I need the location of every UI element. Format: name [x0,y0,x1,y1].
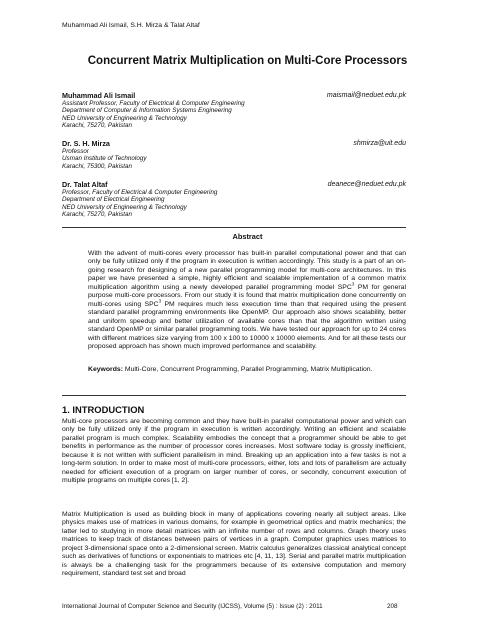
author-name: Dr. S. H. Mirza [62,139,110,148]
keywords-label: Keywords: [88,366,123,373]
running-header: Muhammad Ali Ismail, S.H. Mirza & Talat Altaf [62,22,200,29]
keywords [88,366,406,374]
author-email[interactable]: maismail@neduet.edu.pk [326,92,406,99]
author-affiliation: Karachi, 75270, Pakistan [62,122,133,130]
author-affiliation: Professor, Faculty of Electrical & Computer Engineering [62,188,218,196]
author-block-2 [62,140,406,170]
keywords-list: Multi-Core, Concurrent Programming, Parallel Programming, Matrix Multiplication. [123,366,373,373]
author-affiliation: Department of Computer & Information Systems Engineering [62,107,232,115]
author-affiliation: Professor [62,147,89,155]
author-email[interactable]: shmirza@uit.edu [353,140,406,147]
abstract-part-2: PM for general purpose multi-core processors. From our study it is found that matrix multiplication done concurrently on multi-cores using SPC [88,283,406,308]
superscript: 3 [351,281,355,287]
divider [62,395,406,396]
author-affiliation: Karachi, 75300, Pakistan [62,162,133,170]
author-block-3 [62,181,406,219]
author-name: Muhammad Ali Ismail [62,91,136,100]
superscript: 3 [158,298,162,304]
author-affiliation: Karachi, 75270, Pakistan [62,211,133,219]
divider [62,227,406,228]
section-paragraph: Multi-core processors are becoming common and they have built-in parallel computational power and which can only be fully utilized only if the program in execution is written accordingly. Writing an efficient and scalable parallel program is much complex. Scalability embodies the concept that a programmer should be able to get benefits in performance as the number of processor cores increases. Most software today is grossly inefficient, because it is not written with sufficient parallelism in mind. Breaking up an application into a few tasks is not a long-term solution. In order to make most of multi-core processors, either, lots and lots of parallelism are actually needed for efficient execution of a program on larger number of cores, or secondly, concurrent execution of multiple programs on multiple cores [1, 2]. [62,418,406,485]
abstract-part-1: With the advent of multi-cores every processor has built-in parallel computational power and that can only be fully utilized only if the program in execution is written accordingly. This study is a part of an on-going research for designing of a new parallel programming model for multi-core architectures. In this paper we have presented a simple, highly efficient and scalable implementation of a common matrix multiplication algorithm using a newly developed parallel programming model SPC [88,250,406,291]
author-affiliation: NED University of Engineering & Technology [62,114,187,122]
author-affiliation: Usman Institute of Technology [62,155,147,163]
author-affiliation: Assistant Professor, Faculty of Electrical & Computer Engineering [62,99,245,107]
abstract-heading: Abstract [232,232,263,241]
paper-title: Concurrent Matrix Multiplication on Multi-Core Processors [87,55,408,67]
abstract-text [88,250,406,351]
section-paragraph: Matrix Multiplication is used as building block in many of applications covering nearly all subject areas. Like physics makes use of matrices in various domains, for example in geometrical optics and matrix mechanics; the latter led to studying in more detail matrices with an infinite number of rows and columns. Graph theory uses matrices to keep track of distances between pairs of vertices in a graph. Computer graphics uses matrices to project 3-dimensional space onto a 2-dimensional screen. Matrix calculus generalizes classical analytical concept such as derivatives of functions or exponentials to matrices etc [4, 11, 13]. Serial and parallel matrix multiplication is always be a challenging task for the programmers because of its extensive computation and memory requirement, standard test set and broad [62,511,406,578]
footer-journal: International Journal of Computer Science and Security (IJCSS), Volume (5) : Issue (2) : 2011 [62,603,323,610]
author-affiliation: NED University of Engineering & Technology [62,203,187,211]
page-number: 208 [387,603,398,610]
author-email[interactable]: deanece@neduet.edu.pk [327,181,406,188]
abstract-part-3: PM requires much less execution time than that required using the present standard parallel programming environments like OpenMP. Our approach also shows scalability, better and uniform speedup and better utilization of available cores than that the algorithm written using standard OpenMP or similar parallel programming tools. We have tested our approach for up to 24 cores with different matrices size varying from 100 x 100 to 10000 x 10000 elements. And for all these tests our proposed approach has shown much improved performance and scalability. [88,300,406,350]
author-name: Dr. Talat Altaf [62,180,108,189]
author-affiliation: Department of Electrical Engineering [62,196,165,204]
author-block-1 [62,92,406,130]
section-heading: 1. INTRODUCTION [62,404,145,415]
